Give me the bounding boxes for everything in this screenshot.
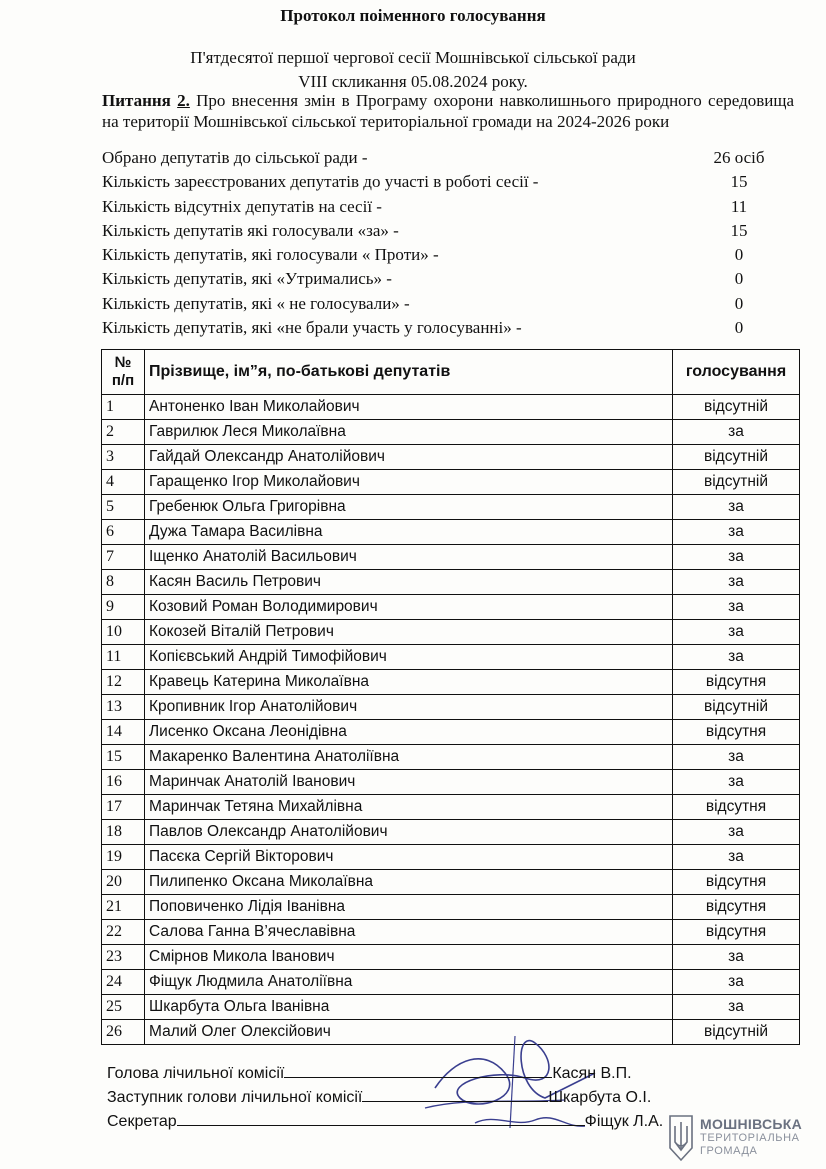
deputy-name: Касян Василь Петрович: [145, 570, 673, 595]
signature-role: Голова лічильної комісії: [107, 1065, 285, 1082]
row-number: 13: [102, 695, 145, 720]
deputy-name: Павлов Олександр Анатолійович: [145, 820, 673, 845]
stat-value: 26 осіб: [713, 148, 765, 167]
vote-statistics: [102, 146, 802, 340]
signature-name: Касян В.П.: [552, 1065, 632, 1082]
deputy-name: Поповиченко Лідія Іванівна: [145, 895, 673, 920]
row-number: 23: [102, 945, 145, 970]
row-number: 7: [102, 545, 145, 570]
vote-table-header: [102, 350, 800, 395]
signature-underline: [177, 1111, 585, 1126]
stat-value: 0: [734, 318, 744, 338]
table-row: [102, 670, 800, 695]
table-row: [102, 895, 800, 920]
vote-result: за: [673, 495, 800, 520]
deputy-name: Маринчак Тетяна Михайлівна: [145, 795, 673, 820]
vote-result: за: [673, 945, 800, 970]
signature-role: Заступник голови лічильної комісії: [107, 1089, 363, 1106]
table-row: [102, 595, 800, 620]
table-row: [102, 645, 800, 670]
row-number: 8: [102, 570, 145, 595]
row-number: 22: [102, 920, 145, 945]
signature-name: Шкарбута О.І.: [548, 1089, 652, 1106]
deputy-name: Гайдай Олександр Анатолійович: [145, 445, 673, 470]
question-text: Про внесення змін в Програму охорони навколишнього природного середовища на території Мошнівської сільської територіальної громади на 2024-2026 роки: [102, 91, 794, 131]
row-number: 15: [102, 745, 145, 770]
table-row: [102, 520, 800, 545]
deputy-name: Антоненко Іван Миколайович: [145, 395, 673, 420]
watermark-line1: ТЕРИТОРІАЛЬНА: [700, 1132, 800, 1144]
stat-value: 15: [730, 172, 748, 192]
signature-role: Секретар: [107, 1113, 177, 1130]
deputy-name: Козовий Роман Володимирович: [145, 595, 673, 620]
stat-label: Кількість депутатів, які « не голосували» -: [102, 293, 410, 313]
stat-row: [102, 219, 802, 243]
table-row: [102, 720, 800, 745]
deputy-name: Маринчак Анатолій Іванович: [145, 770, 673, 795]
stat-label: Кількість депутатів які голосували «за» -: [102, 220, 399, 240]
vote-result: за: [673, 420, 800, 445]
table-row: [102, 970, 800, 995]
deputy-name: Лисенко Оксана Леонідівна: [145, 720, 673, 745]
row-number: 9: [102, 595, 145, 620]
row-number: 25: [102, 995, 145, 1020]
header-number: [102, 350, 145, 395]
signature-line: [107, 1111, 707, 1131]
stat-value: 0: [734, 245, 744, 265]
table-row: [102, 870, 800, 895]
row-number: 2: [102, 420, 145, 445]
stat-row: [102, 243, 802, 267]
deputy-name: Іщенко Анатолій Васильович: [145, 545, 673, 570]
vote-result: відсутня: [673, 870, 800, 895]
vote-result: за: [673, 645, 800, 670]
watermark-subtitle: [700, 1132, 810, 1158]
row-number: 17: [102, 795, 145, 820]
watermark-name: МОШНІВСЬКА: [700, 1116, 803, 1132]
stat-label: Кількість депутатів, які голосували « Проти» -: [102, 245, 439, 265]
deputy-name: Кропивник Ігор Анатолійович: [145, 695, 673, 720]
row-number: 14: [102, 720, 145, 745]
deputy-name: Гаврилюк Леся Миколаївна: [145, 420, 673, 445]
vote-result: відсутній: [673, 1020, 800, 1045]
vote-result: відсутній: [673, 395, 800, 420]
signature-line: [107, 1063, 707, 1083]
table-row: [102, 420, 800, 445]
stat-value: 15: [730, 220, 748, 240]
stat-value: 11: [730, 196, 748, 216]
vote-result: за: [673, 570, 800, 595]
signature-underline: [362, 1087, 548, 1102]
signature-name: Фіщук Л.А.: [584, 1113, 664, 1130]
vote-result: відсутня: [673, 795, 800, 820]
vote-result: за: [673, 970, 800, 995]
vote-result: відсутній: [673, 695, 800, 720]
vote-result: за: [673, 595, 800, 620]
deputy-name: Гребенюк Ольга Григорівна: [145, 495, 673, 520]
row-number: 5: [102, 495, 145, 520]
vote-result: відсутня: [673, 670, 800, 695]
deputy-name: Дужа Тамара Василівна: [145, 520, 673, 545]
trident-icon: [668, 1114, 694, 1162]
row-number: 1: [102, 395, 145, 420]
table-row: [102, 495, 800, 520]
row-number: 4: [102, 470, 145, 495]
page-title: Протокол поіменного голосування: [280, 6, 546, 25]
vote-table: [101, 349, 800, 1045]
row-number: 19: [102, 845, 145, 870]
deputy-name: Копієвський Андрій Тимофійович: [145, 645, 673, 670]
vote-result: за: [673, 995, 800, 1020]
row-number: 26: [102, 1020, 145, 1045]
table-row: [102, 445, 800, 470]
header-vote: голосування: [673, 350, 800, 395]
header-name: Прізвище, ім”я, по-батькові депутатів: [145, 350, 673, 395]
vote-result: за: [673, 545, 800, 570]
watermark-line2: ГРОМАДА: [700, 1145, 758, 1157]
deputy-name: Пасєка Сергій Вікторович: [145, 845, 673, 870]
vote-result: за: [673, 620, 800, 645]
deputy-name: Фіщук Людмила Анатоліївна: [145, 970, 673, 995]
agenda-question: [102, 90, 794, 144]
table-row: [102, 945, 800, 970]
deputy-name: Кравець Катерина Миколаївна: [145, 670, 673, 695]
stat-label: Кількість відсутніх депутатів на сесії -: [102, 196, 382, 216]
row-number: 11: [102, 645, 145, 670]
row-number: 20: [102, 870, 145, 895]
deputy-name: Гаращенко Ігор Миколайович: [145, 470, 673, 495]
table-row: [102, 845, 800, 870]
table-row: [102, 545, 800, 570]
signature-line: [107, 1087, 707, 1107]
community-watermark: [668, 1114, 818, 1162]
deputy-name: Кокозей Віталій Петрович: [145, 620, 673, 645]
table-row: [102, 820, 800, 845]
deputy-name: Малий Олег Олексійович: [145, 1020, 673, 1045]
table-row: [102, 620, 800, 645]
stat-value: 0: [734, 293, 744, 313]
table-row: [102, 920, 800, 945]
deputy-name: Макаренко Валентина Анатоліївна: [145, 745, 673, 770]
stat-row: [102, 170, 802, 194]
row-number: 16: [102, 770, 145, 795]
vote-result: за: [673, 820, 800, 845]
vote-result: за: [673, 770, 800, 795]
row-number: 12: [102, 670, 145, 695]
header-number-symbol: №: [114, 354, 132, 371]
stat-label: Обрано депутатів до сільської ради -: [102, 148, 368, 167]
session-subtitle: П'ятдесятої першої чергової сесії Мошнівської сільської ради: [190, 48, 636, 67]
deputy-name: Пилипенко Оксана Миколаївна: [145, 870, 673, 895]
deputy-name: Шкарбута Ольга Іванівна: [145, 995, 673, 1020]
vote-result: відсутня: [673, 720, 800, 745]
session-date: VIII скликання 05.08.2024 року.: [298, 72, 528, 91]
stat-value: 0: [734, 269, 744, 289]
vote-result: відсутня: [673, 895, 800, 920]
stat-row: [102, 292, 802, 316]
question-label: Питання: [102, 91, 171, 110]
row-number: 21: [102, 895, 145, 920]
vote-result: за: [673, 520, 800, 545]
row-number: 6: [102, 520, 145, 545]
row-number: 3: [102, 445, 145, 470]
stat-row: [102, 316, 802, 340]
table-row: [102, 770, 800, 795]
vote-result: відсутня: [673, 920, 800, 945]
header-number-abbr: п/п: [111, 372, 135, 389]
row-number: 24: [102, 970, 145, 995]
row-number: 18: [102, 820, 145, 845]
stat-label: Кількість депутатів, які «не брали участь у голосуванні» -: [102, 318, 522, 338]
deputy-name: Салова Ганна В’ячеславівна: [145, 920, 673, 945]
table-row: [102, 695, 800, 720]
table-row: [102, 395, 800, 420]
stat-label: Кількість депутатів, які «Утримались» -: [102, 269, 392, 289]
table-row: [102, 995, 800, 1020]
vote-result: за: [673, 845, 800, 870]
table-row: [102, 795, 800, 820]
signature-underline: [284, 1063, 552, 1078]
stat-row: [102, 267, 802, 291]
question-number: 2.: [177, 91, 190, 110]
vote-result: відсутній: [673, 470, 800, 495]
table-row: [102, 470, 800, 495]
row-number: 10: [102, 620, 145, 645]
stat-row: [102, 195, 802, 219]
vote-result: за: [673, 745, 800, 770]
deputy-name: Смірнов Микола Іванович: [145, 945, 673, 970]
stat-row: [102, 146, 802, 170]
table-row: [102, 570, 800, 595]
table-row: [102, 745, 800, 770]
vote-result: відсутній: [673, 445, 800, 470]
stat-label: Кількість зареєстрованих депутатів до участі в роботі сесії -: [102, 172, 539, 192]
